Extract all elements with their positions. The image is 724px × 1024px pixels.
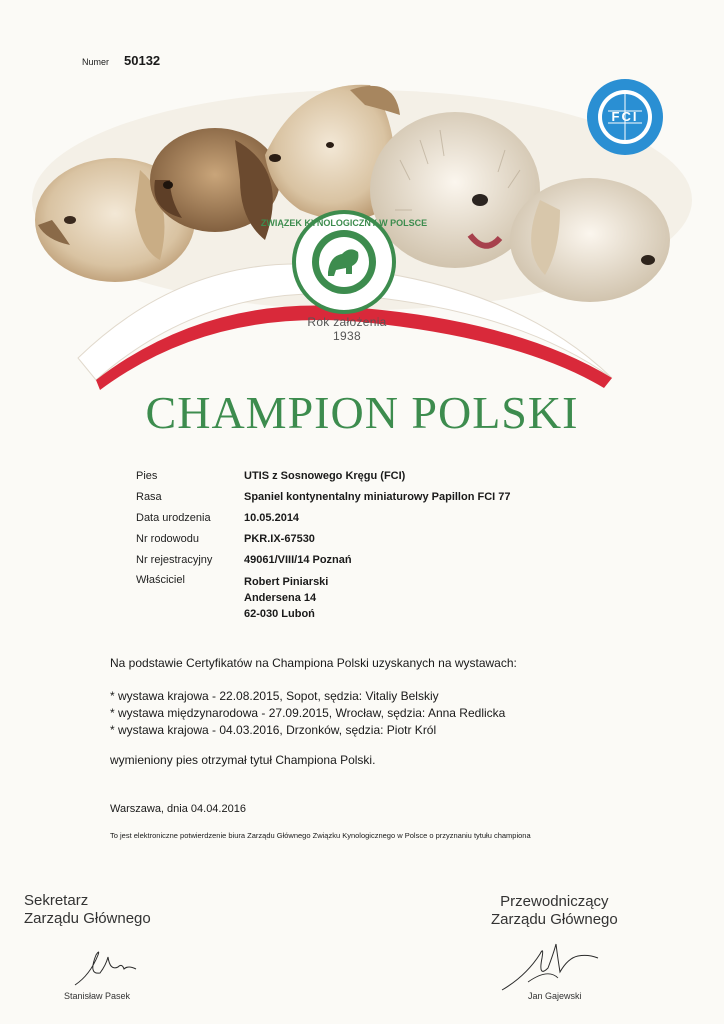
dog-labrador-right: [510, 178, 670, 302]
role-line: Sekretarz: [24, 892, 89, 909]
value-pedigree: PKR.IX-67530: [244, 533, 315, 545]
electronic-note: To jest elektroniczne potwierdzenie biura Zarządu Głównego Związku Kynologicznego w Polsce o przyznaniu tytułu championa: [110, 831, 531, 840]
show-item: * wystawa krajowa - 22.08.2015, Sopot, sędzia: Vitaliy Belskiy: [110, 689, 439, 703]
signature-right-role: [491, 893, 618, 929]
label-owner: Właściciel: [136, 574, 185, 586]
closing-text: wymieniony pies otrzymał tytuł Championa Polski.: [110, 753, 376, 767]
owner-name: Robert Piniarski: [244, 576, 329, 588]
label-rasa: Rasa: [136, 491, 162, 503]
owner-city: 62-030 Luboń: [244, 608, 315, 620]
label-registration: Nr rejestracyjny: [136, 554, 213, 566]
shows-list: [110, 688, 505, 739]
value-registration: 49061/VIII/14 Poznań: [244, 554, 352, 566]
zkwp-ring-text: ZWIĄZEK KYNOLOGICZNY W POLSCE: [260, 218, 428, 228]
signature-left-handwriting: [70, 945, 150, 990]
signature-right-name: Jan Gajewski: [528, 991, 582, 1001]
owner-street: Andersena 14: [244, 592, 317, 604]
intro-text: Na podstawie Certyfikatów na Championa Polski uzyskanych na wystawach:: [110, 656, 517, 670]
value-pies: UTIS z Sosnowego Kręgu (FCI): [244, 470, 406, 482]
label-pedigree: Nr rodowodu: [136, 533, 199, 545]
certificate-number: 50132: [124, 53, 161, 68]
certificate-title: CHAMPION POLSKI: [145, 387, 579, 438]
role-line: Zarządu Głównego: [491, 911, 618, 928]
value-rasa: Spaniel kontynentalny miniaturowy Papillon FCI 77: [244, 491, 511, 503]
number-label: Numer: [82, 57, 110, 67]
value-owner: [244, 574, 328, 622]
label-pies: Pies: [136, 470, 158, 482]
label-birth-date: Data urodzenia: [136, 512, 211, 524]
role-line: Przewodniczący: [500, 893, 609, 910]
signature-right-handwriting: [498, 938, 608, 994]
fci-text: FCI: [611, 109, 639, 124]
signature-left-role: [24, 892, 151, 928]
value-birth-date: 10.05.2014: [244, 512, 300, 524]
show-item: * wystawa krajowa - 04.03.2016, Drzonków, sędzia: Piotr Król: [110, 723, 437, 737]
place-date: Warszawa, dnia 04.04.2016: [110, 803, 246, 815]
role-line: Zarządu Głównego: [24, 910, 151, 927]
founded-year: Rok założenia 1938: [307, 315, 387, 343]
show-item: * wystawa międzynarodowa - 27.09.2015, Wrocław, sędzia: Anna Redlicka: [110, 706, 506, 720]
signature-left-name: Stanisław Pasek: [64, 991, 131, 1001]
